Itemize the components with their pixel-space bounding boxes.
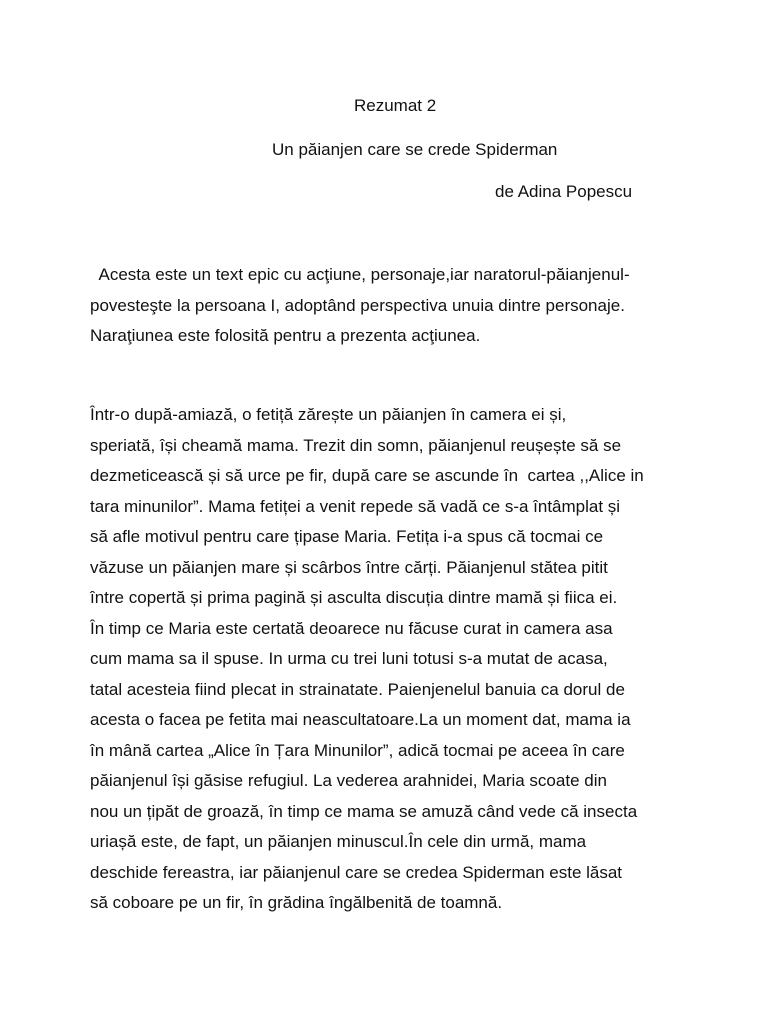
summary-line: uriașă este, de fapt, un păianjen minuscul.În cele din urmă, mama <box>90 832 587 851</box>
intro-paragraph <box>90 260 710 352</box>
summary-line: să coboare pe un fir, în grădina îngălbenită de toamnă. <box>90 893 503 912</box>
summary-line: acesta o facea pe fetita mai neascultatoare.La un moment dat, mama ia <box>90 710 631 729</box>
summary-line: speriată, își cheamă mama. Trezit din somn, păianjenul reușește să se <box>90 435 622 455</box>
summary-line: Într-o după-amiază, o fetiță zărește un păianjen în camera ei și, <box>90 405 567 424</box>
document-subtitle: Un păianjen care se crede Spiderman <box>272 140 558 159</box>
document-title: Rezumat 2 <box>354 96 437 115</box>
summary-paragraph <box>90 400 710 919</box>
document-author: de Adina Popescu <box>495 182 633 201</box>
intro-line: Naraţiunea este folosită pentru a prezenta acţiunea. <box>90 326 481 345</box>
summary-line: tara minunilor”. Mama fetiței a venit repede să vadă ce s-a întâmplat și <box>90 496 621 516</box>
summary-line: În timp ce Maria este certată deoarece nu făcuse curat in camera asa <box>90 618 613 638</box>
summary-line: dezmeticească și să urce pe fir, după care se ascunde în cartea ,,Alice in <box>90 466 644 485</box>
intro-line: Acesta este un text epic cu acţiune, personaje,iar naratorul-păianjenul- <box>90 265 630 284</box>
summary-line: cum mama sa il spuse. In urma cu trei luni totusi s-a mutat de acasa, <box>90 649 608 668</box>
intro-line: povesteşte la persoana I, adoptând perspectiva unuia dintre personaje. <box>90 295 625 315</box>
summary-line: păianjenul își găsise refugiul. La vederea arahnidei, Maria scoate din <box>90 771 607 790</box>
summary-line: deschide fereastra, iar păianjenul care se credea Spiderman este lăsat <box>90 862 623 882</box>
summary-line: tatal acesteia fiind plecat in strainatate. Paienjenelul banuia ca dorul de <box>90 679 625 699</box>
summary-line: între copertă și prima pagină și asculta discuția dintre mamă și fiica ei. <box>90 588 618 607</box>
summary-line: să afle motivul pentru care țipase Maria. Fetița i-a spus că tocmai ce <box>90 527 604 546</box>
summary-line: în mână cartea „Alice în Țara Minunilor”, adică tocmai pe aceea în care <box>90 740 625 760</box>
summary-line: văzuse un păianjen mare și scârbos între cărți. Păianjenul stătea pitit <box>90 557 608 577</box>
summary-line: nou un țipăt de groază, în timp ce mama se amuză când vede că insecta <box>90 801 638 821</box>
